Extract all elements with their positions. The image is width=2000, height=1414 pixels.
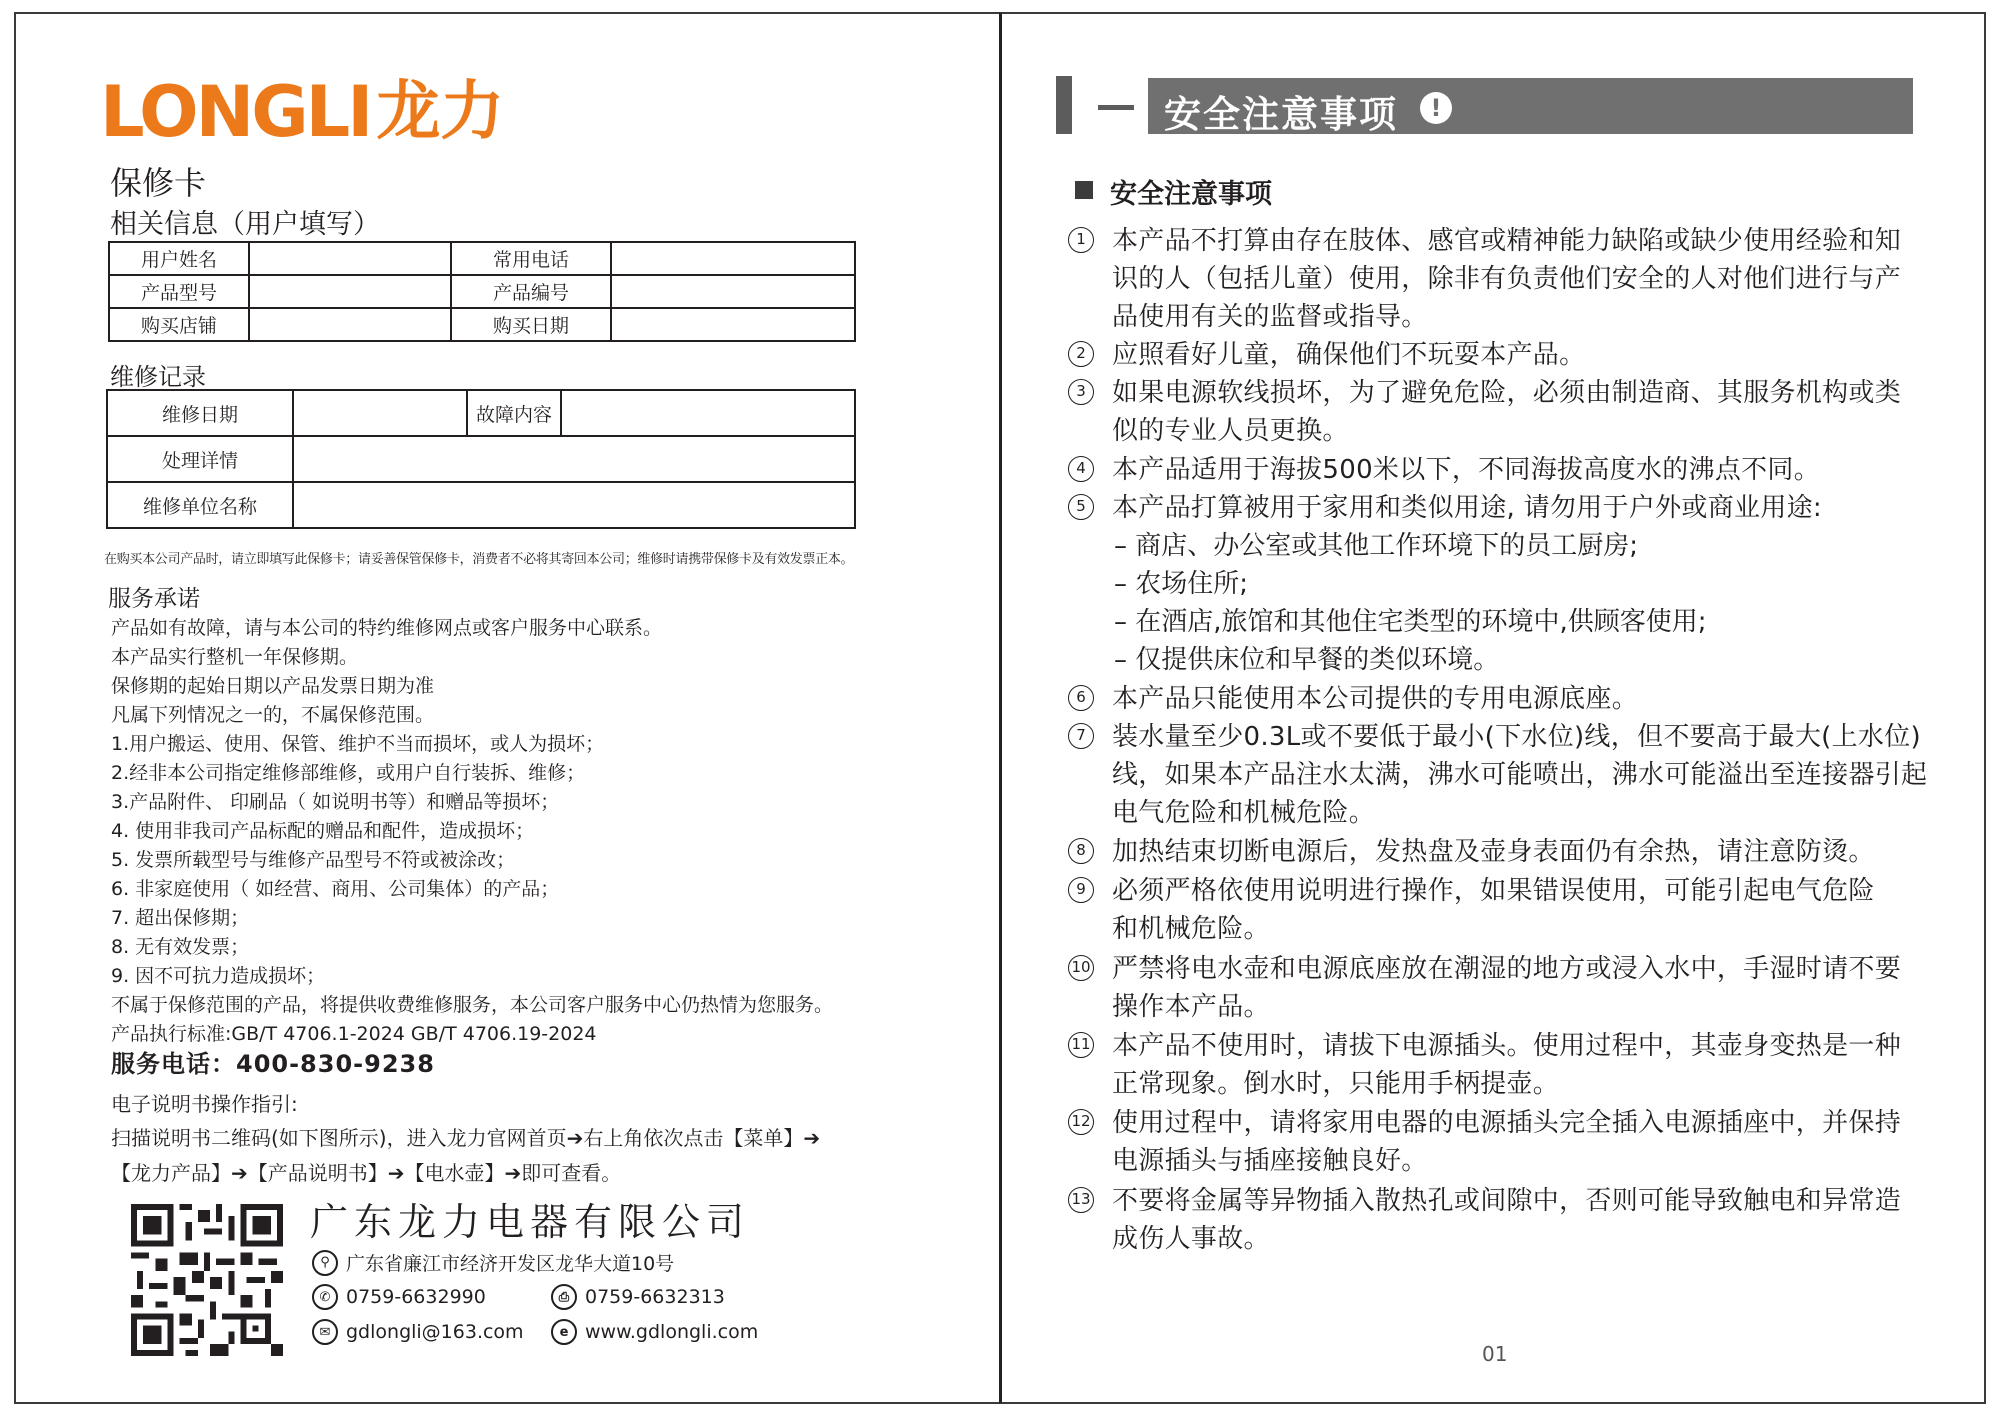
label-serial: 产品编号 xyxy=(451,275,611,308)
header-title: 安全注意事项 xyxy=(1164,93,1398,136)
item-number-5: 5 xyxy=(1068,494,1094,520)
warranty-card-title: 保修卡 xyxy=(110,164,207,202)
item-12-line-2: 电源插头与插座接触良好。 xyxy=(1112,1146,1428,1176)
item-number-12: 12 xyxy=(1068,1109,1094,1135)
repair-record-title: 维修记录 xyxy=(110,363,206,391)
item-number-6: 6 xyxy=(1068,685,1094,711)
item-number-11: 11 xyxy=(1068,1032,1094,1058)
item-7-line-3: 电气危险和机械危险。 xyxy=(1112,798,1376,828)
list-item: 本产品实行整机一年保修期。 xyxy=(111,646,359,668)
list-item: 8. 无有效发票； xyxy=(111,936,250,958)
repair-unit-field[interactable] xyxy=(293,482,855,528)
list-item: 4. 使用非我司产品标配的赠品和配件，造成损坏； xyxy=(111,820,535,842)
item-12-line-1: 使用过程中，请将家用电器的电源插头完全插入电源插座中，并保持 xyxy=(1112,1108,1902,1138)
e-manual-line-2: 【龙力产品】➔【产品说明书】➔【电水壶】➔即可查看。 xyxy=(111,1161,622,1185)
list-item: 保修期的起始日期以产品发票日期为准 xyxy=(111,675,435,697)
list-item: 1.用户搬运、使用、保管、维护不当而损坏，或人为损坏； xyxy=(111,733,605,755)
list-item: 2.经非本公司指定维修部维修，或用户自行装拆、维修； xyxy=(111,762,586,784)
phone-text: 0759-6632990 xyxy=(346,1286,486,1308)
repair-record-table xyxy=(106,389,856,529)
item-number-8: 8 xyxy=(1068,838,1094,864)
label-phone: 常用电话 xyxy=(451,242,611,275)
repair-date-field[interactable] xyxy=(293,390,467,436)
e-manual-line-1: 扫描说明书二维码(如下图所示)，进入龙力官网首页➔右上角依次点击【菜单】➔ xyxy=(111,1126,821,1150)
header-accent-bar xyxy=(1056,76,1072,134)
fax-icon: ⎙ xyxy=(551,1284,577,1310)
warranty-notice: 在购买本公司产品时，请立即填写此保修卡；请妥善保管保修卡，消费者不必将其寄回本公司；维修时请携带保修卡及有效发票正本。 xyxy=(104,552,854,567)
item-number-10: 10 xyxy=(1068,955,1094,981)
longli-logo xyxy=(100,71,505,153)
phone-field[interactable] xyxy=(611,242,855,275)
table-row xyxy=(107,436,855,482)
item-1-line-2: 识的人（包括儿童）使用，除非有负责他们安全的人对他们进行与产 xyxy=(1112,264,1902,294)
item-3-line-1: 如果电源软线损坏，为了避免危险，必须由制造商、其服务机构或类 xyxy=(1112,378,1902,408)
service-promise-list xyxy=(111,614,833,1049)
list-item: 7. 超出保修期； xyxy=(111,907,250,929)
item-7-line-1: 装水量至少0.3L或不要低于最小(下水位)线，但不要高于最大(上水位) xyxy=(1112,722,1921,752)
safety-instructions-page xyxy=(999,12,1986,1404)
item-11-line-2: 正常现象。倒水时，只能用手柄提壶。 xyxy=(1112,1069,1560,1099)
service-promise-title: 服务承诺 xyxy=(108,586,200,612)
list-item: 不属于保修范围的产品，将提供收费维修服务，本公司客户服务中心仍热情为您服务。 xyxy=(111,994,834,1016)
model-field[interactable] xyxy=(249,275,451,308)
item-5-sub-4: – 仅提供床位和早餐的类似环境。 xyxy=(1114,645,1500,675)
item-number-9: 9 xyxy=(1068,877,1094,903)
website-row xyxy=(551,1319,758,1345)
item-number-7: 7 xyxy=(1068,723,1094,749)
logo-latin-text: LONGLI xyxy=(100,71,371,153)
item-7-line-2: 线，如果本产品注水太满，沸水可能喷出，沸水可能溢出至连接器引起 xyxy=(1112,760,1928,790)
item-3-line-2: 似的专业人员更换。 xyxy=(1112,416,1349,446)
section-title: 安全注意事项 xyxy=(1110,179,1272,210)
logo-cjk-text: 龙力 xyxy=(376,75,505,149)
user-name-field[interactable] xyxy=(249,242,451,275)
exclamation-icon: ! xyxy=(1420,92,1452,124)
label-detail: 处理详情 xyxy=(107,436,293,482)
list-item: 产品执行标准:GB/T 4706.1-2024 GB/T 4706.19-2024 xyxy=(111,1023,597,1045)
label-repair-unit: 维修单位名称 xyxy=(107,482,293,528)
item-5-line-1: 本产品打算被用于家用和类似用途, 请勿用于户外或商业用途: xyxy=(1112,493,1822,523)
item-9-line-1: 必须严格依使用说明进行操作，如果错误使用，可能引起电气危险 xyxy=(1112,876,1875,906)
list-item: 凡属下列情况之一的，不属保修范围。 xyxy=(111,704,435,726)
detail-field[interactable] xyxy=(293,436,855,482)
item-2-line-1: 应照看好儿童，确保他们不玩耍本产品。 xyxy=(1112,340,1586,370)
label-repair-date: 维修日期 xyxy=(107,390,293,436)
serial-field[interactable] xyxy=(611,275,855,308)
list-item: 产品如有故障，请与本公司的特约维修网点或客户服务中心联系。 xyxy=(111,617,663,639)
address-text: 广东省廉江市经济开发区龙华大道10号 xyxy=(346,1253,675,1275)
item-number-2: 2 xyxy=(1068,341,1094,367)
store-field[interactable] xyxy=(249,308,451,341)
email-icon: ✉ xyxy=(312,1319,338,1345)
service-hotline: 服务电话：400-830-9238 xyxy=(111,1050,435,1078)
square-bullet-icon xyxy=(1075,181,1093,199)
email-row xyxy=(312,1319,524,1345)
header-dash xyxy=(1098,105,1134,110)
fax-row xyxy=(551,1284,725,1310)
warranty-card-page xyxy=(14,12,999,1404)
web-icon: e xyxy=(551,1319,577,1345)
e-manual-title: 电子说明书操作指引: xyxy=(111,1092,298,1116)
item-5-sub-1: – 商店、办公室或其他工作环境下的员工厨房; xyxy=(1114,531,1639,561)
item-1-line-3: 品使用有关的监督或指导。 xyxy=(1112,302,1428,332)
item-5-sub-3: – 在酒店,旅馆和其他住宅类型的环境中,供顾客使用; xyxy=(1114,607,1707,637)
fax-text: 0759-6632313 xyxy=(585,1286,725,1308)
item-13-line-2: 成伤人事故。 xyxy=(1112,1224,1270,1254)
item-9-line-2: 和机械危险。 xyxy=(1112,914,1270,944)
item-1-line-1: 本产品不打算由存在肢体、感官或精神能力缺陷或缺少使用经验和知 xyxy=(1112,226,1902,256)
item-11-line-1: 本产品不使用时，请拔下电源插头。使用过程中，其壶身变热是一种 xyxy=(1112,1031,1902,1061)
fault-field[interactable] xyxy=(561,390,855,436)
label-model: 产品型号 xyxy=(109,275,249,308)
address-row xyxy=(312,1249,674,1276)
item-10-line-2: 操作本产品。 xyxy=(1112,992,1270,1022)
label-user-name: 用户姓名 xyxy=(109,242,249,275)
website-link[interactable]: www.gdlongli.com xyxy=(585,1321,759,1343)
company-name: 广东龙力电器有限公司 xyxy=(310,1200,751,1244)
list-item: 6. 非家庭使用（ 如经营、商用、公司集体）的产品； xyxy=(111,878,560,900)
list-item: 5. 发票所载型号与维修产品型号不符或被涂改； xyxy=(111,849,516,871)
location-icon: ⚲ xyxy=(312,1250,338,1276)
purchase-date-field[interactable] xyxy=(611,308,855,341)
table-row xyxy=(107,390,855,436)
label-store: 购买店铺 xyxy=(109,308,249,341)
qr-code xyxy=(128,1204,286,1356)
table-row xyxy=(109,275,855,308)
item-10-line-1: 严禁将电水壶和电源底座放在潮湿的地方或浸入水中，手湿时请不要 xyxy=(1112,954,1902,984)
item-13-line-1: 不要将金属等异物插入散热孔或间隙中，否则可能导致触电和异常造 xyxy=(1112,1186,1902,1216)
list-item: 9. 因不可抗力造成损坏； xyxy=(111,965,326,987)
label-purchase-date: 购买日期 xyxy=(451,308,611,341)
table-row xyxy=(109,242,855,275)
email-text[interactable]: gdlongli@163.com xyxy=(346,1321,524,1343)
item-8-line-1: 加热结束切断电源后，发热盘及壶身表面仍有余热，请注意防烫。 xyxy=(1112,837,1875,867)
phone-icon: ✆ xyxy=(312,1284,338,1310)
phone-row xyxy=(312,1284,486,1310)
list-item: 3.产品附件、 印刷品（ 如说明书等）和赠品等损坏； xyxy=(111,791,560,813)
page-number: 01 xyxy=(1482,1342,1508,1366)
item-4-line-1: 本产品适用于海拔500米以下，不同海拔高度水的沸点不同。 xyxy=(1112,455,1821,485)
user-info-table xyxy=(108,241,856,342)
label-fault: 故障内容 xyxy=(467,390,561,436)
table-row xyxy=(107,482,855,528)
user-info-title: 相关信息（用户填写） xyxy=(110,209,380,240)
item-5-sub-2: – 农场住所; xyxy=(1114,569,1249,599)
item-number-3: 3 xyxy=(1068,379,1094,405)
item-number-13: 13 xyxy=(1068,1187,1094,1213)
item-number-4: 4 xyxy=(1068,456,1094,482)
item-number-1: 1 xyxy=(1068,227,1094,253)
table-row xyxy=(109,308,855,341)
item-6-line-1: 本产品只能使用本公司提供的专用电源底座。 xyxy=(1112,684,1639,714)
